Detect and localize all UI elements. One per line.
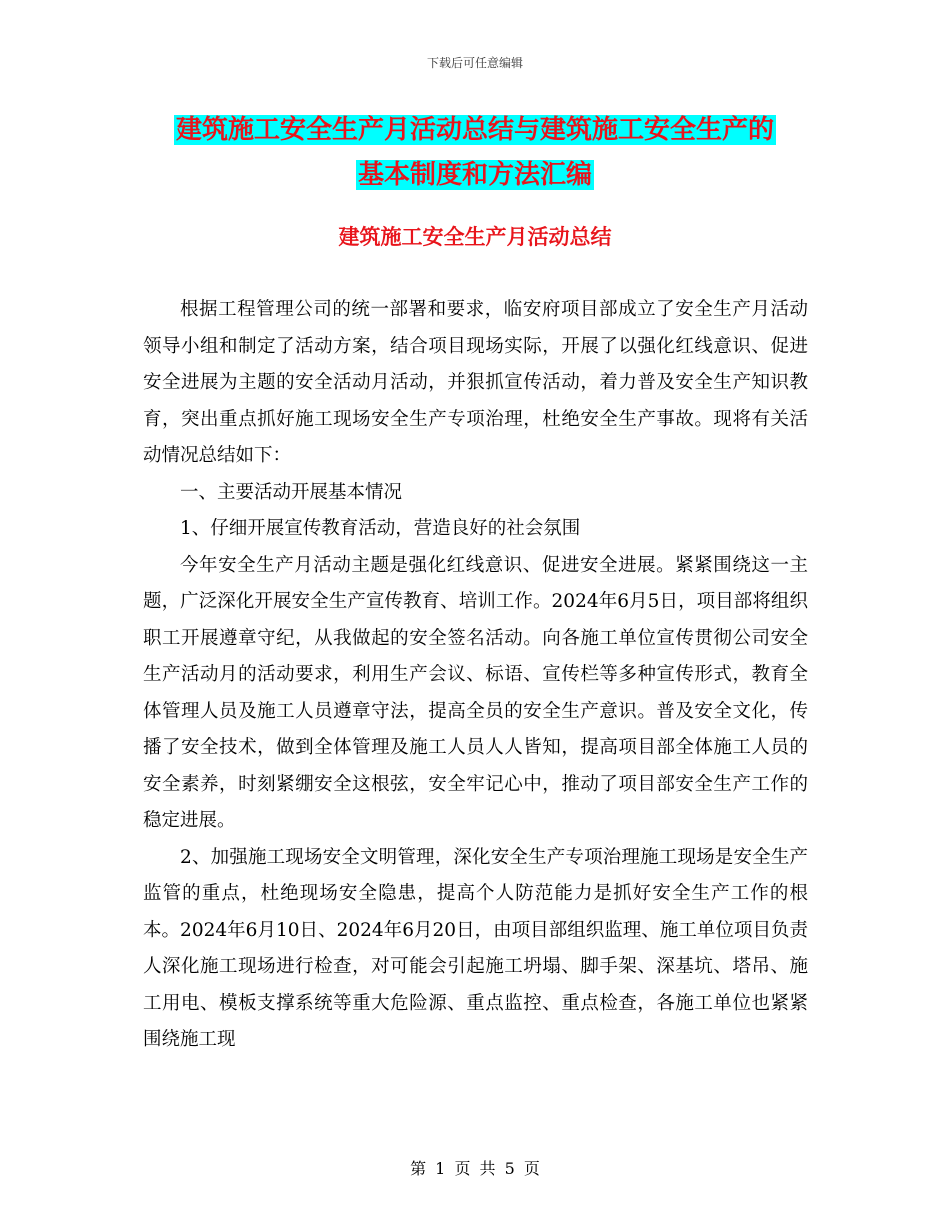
header-note: 下载后可任意编辑 <box>426 56 523 70</box>
document-title-line-1 <box>0 110 950 150</box>
paragraph-site-management: 2、加强施工现场安全文明管理，深化安全生产专项治理施工现场是安全生产监管的重点，杜绝现场安全隐患，提高个人防范能力是抓好安全生产工作的根本。2024年6月10日、2024年6月20日，由项目部组织监理、施工单位项目负责人深化施工现场进行检查，对可能会引起施工坍塌、脚手架、深基坑、塔吊、施工用电、模板支撑系统等重大危险源、重点监控、重点检查，各施工单位也紧紧围绕施工现 <box>143 846 808 1050</box>
paragraph-subheading-1: 1、仔细开展宣传教育活动，营造良好的社会氛围 <box>180 518 581 539</box>
title-highlight: 基本制度和方法汇编 <box>357 160 592 190</box>
paragraph-heading-1: 一、主要活动开展基本情况 <box>180 481 403 503</box>
paragraph-publicity: 今年安全生产月活动主题是强化红线意识、促进安全进展。紧紧围绕这一主题，广泛深化开展安全生产宣传教育、培训工作。2024年6月5日，项目部将组织职工开展遵章守纪，从我做起的安全签名活动。向各施工单位宣传贯彻公司安全生产活动月的活动要求，利用生产会议、标语、宣传栏等多种宣传形式，教育全体管理人员及施工人员遵章守法，提高全员的安全生产意识。普及安全文化，传播了安全技术，做到全体管理及施工人员人人皆知，提高项目部全体施工人员的安全素养，时刻紧绷安全这根弦，安全牢记心中，推动了项目部安全生产工作的稳定进展。 <box>143 554 808 831</box>
title-highlight: 建筑施工安全生产月活动总结与建筑施工安全生产的 <box>175 115 774 145</box>
document-title-line-2 <box>0 155 950 195</box>
body-text <box>143 292 808 1059</box>
paragraph-intro: 根据工程管理公司的统一部署和要求，临安府项目部成立了安全生产月活动领导小组和制定了活动方案，结合项目现场实际，开展了以强化红线意识、促进安全进展为主题的安全活动月活动，并狠抓宣传活动，着力普及安全生产知识教育，突出重点抓好施工现场安全生产专项治理，杜绝安全生产事故。现将有关活动情况总结如下： <box>143 299 808 466</box>
page-footer: 第 1 页 共 5 页 <box>410 1159 540 1178</box>
section-title: 建筑施工安全生产月活动总结 <box>338 224 612 249</box>
